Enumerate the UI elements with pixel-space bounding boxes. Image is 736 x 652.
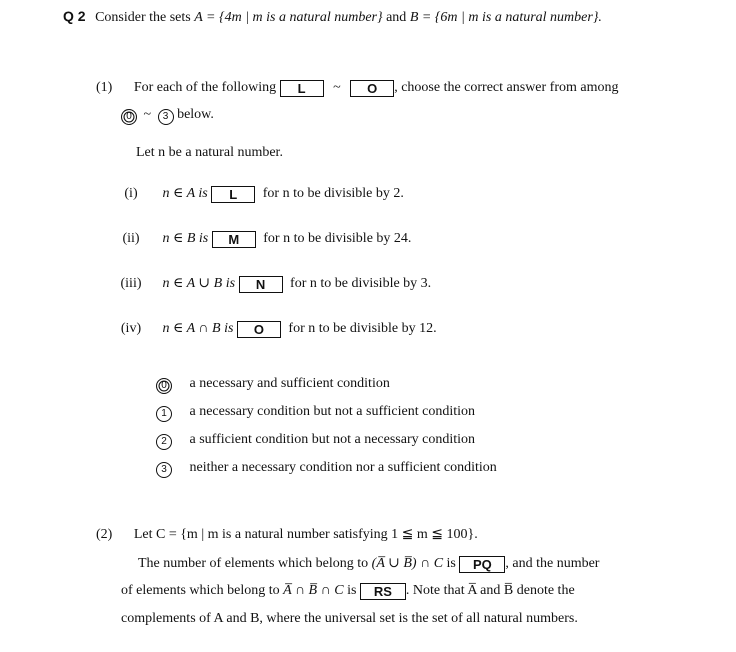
set-a-definition: A = {4m | m is a natural number} xyxy=(194,10,383,25)
choice-item xyxy=(156,404,475,422)
statement-number: (iii) xyxy=(120,276,142,291)
let-c-definition: Let C = {m | m is a natural number satisfying 1 ≦ m ≦ 100}. xyxy=(133,527,478,542)
intro-conjunction: and xyxy=(386,10,407,25)
question-header xyxy=(63,8,602,26)
statement-tail: for n to be divisible by 2. xyxy=(262,186,404,201)
statement-row xyxy=(113,230,411,248)
answer-box-o: O xyxy=(350,80,394,97)
line3-note: . Note that A̅ and B̅ denote the xyxy=(405,583,575,598)
choice-number-icon: 3 xyxy=(156,462,172,478)
choice-number-icon: 0 xyxy=(156,378,172,394)
choice-3-icon: 3 xyxy=(158,109,174,125)
answer-box-rs: RS xyxy=(360,583,406,600)
choice-number-icon: 2 xyxy=(156,434,172,450)
let-n-line: Let n be a natural number. xyxy=(136,145,283,160)
part1-text1: For each of the following xyxy=(133,80,277,95)
statement-text: n ∈ A ∪ B is xyxy=(162,276,236,291)
question-number: Q 2 xyxy=(63,8,86,24)
statement-text: n ∈ B is xyxy=(162,231,209,246)
intro-prefix: Consider the sets xyxy=(95,10,191,25)
line3-prefix: of elements which belong to xyxy=(121,583,280,598)
part2-label: (2) xyxy=(96,527,113,542)
statement-text: n ∈ A is xyxy=(162,186,208,201)
answer-box: L xyxy=(211,186,255,203)
range-tilde: ~ xyxy=(333,80,341,95)
expression-complement-intersection: A̅ ∩ B̅ ∩ C xyxy=(283,583,344,598)
part2-line2 xyxy=(138,555,599,573)
statement-tail: for n to be divisible by 12. xyxy=(288,321,437,336)
line2-prefix: The number of elements which belong to xyxy=(138,556,369,571)
part1-text3: below. xyxy=(177,107,214,122)
line2-suffix: , and the number xyxy=(505,556,600,571)
part1-choice-range-line: 0 ~ 3 below. xyxy=(121,107,214,125)
statement-number: (iv) xyxy=(120,321,142,336)
answer-box-l: L xyxy=(280,80,324,97)
choice-text: a necessary and sufficient condition xyxy=(189,376,390,391)
part2-let-c-line xyxy=(96,526,478,543)
choice-item xyxy=(156,460,497,478)
statement-row xyxy=(113,275,431,293)
statement-row xyxy=(113,320,437,338)
set-b-definition: B = {6m | m is a natural number}. xyxy=(409,10,602,25)
choice-text: a sufficient condition but not a necessary condition xyxy=(189,432,476,447)
choice-number-icon: 1 xyxy=(156,406,172,422)
answer-box: O xyxy=(237,321,281,338)
part1-label: (1) xyxy=(96,80,113,95)
choice-0-icon: 0 xyxy=(121,109,137,125)
statement-number: (i) xyxy=(124,186,138,201)
answer-box: M xyxy=(212,231,256,248)
answer-box: N xyxy=(239,276,283,293)
is-word: is xyxy=(446,556,456,571)
part1-text2: , choose the correct answer from among xyxy=(394,80,619,95)
part2-line3 xyxy=(121,583,575,600)
statement-text: n ∈ A ∩ B is xyxy=(162,321,234,336)
is-word: is xyxy=(347,583,357,598)
choice-text: a necessary condition but not a sufficient condition xyxy=(189,404,476,419)
statement-number: (ii) xyxy=(122,231,140,246)
choice-item xyxy=(156,376,390,394)
part1-intro-line xyxy=(96,80,619,97)
choice-item xyxy=(156,432,475,450)
statement-row xyxy=(113,185,404,203)
answer-box-pq: PQ xyxy=(459,556,505,573)
statement-tail: for n to be divisible by 24. xyxy=(263,231,412,246)
statement-tail: for n to be divisible by 3. xyxy=(290,276,432,291)
part2-line4: complements of A and B, where the universal set is the set of all natural numbers. xyxy=(121,611,578,626)
expression-complement-union: (A̅ ∪ B̅) ∩ C xyxy=(371,556,444,571)
choice-text: neither a necessary condition nor a sufficient condition xyxy=(189,460,497,475)
